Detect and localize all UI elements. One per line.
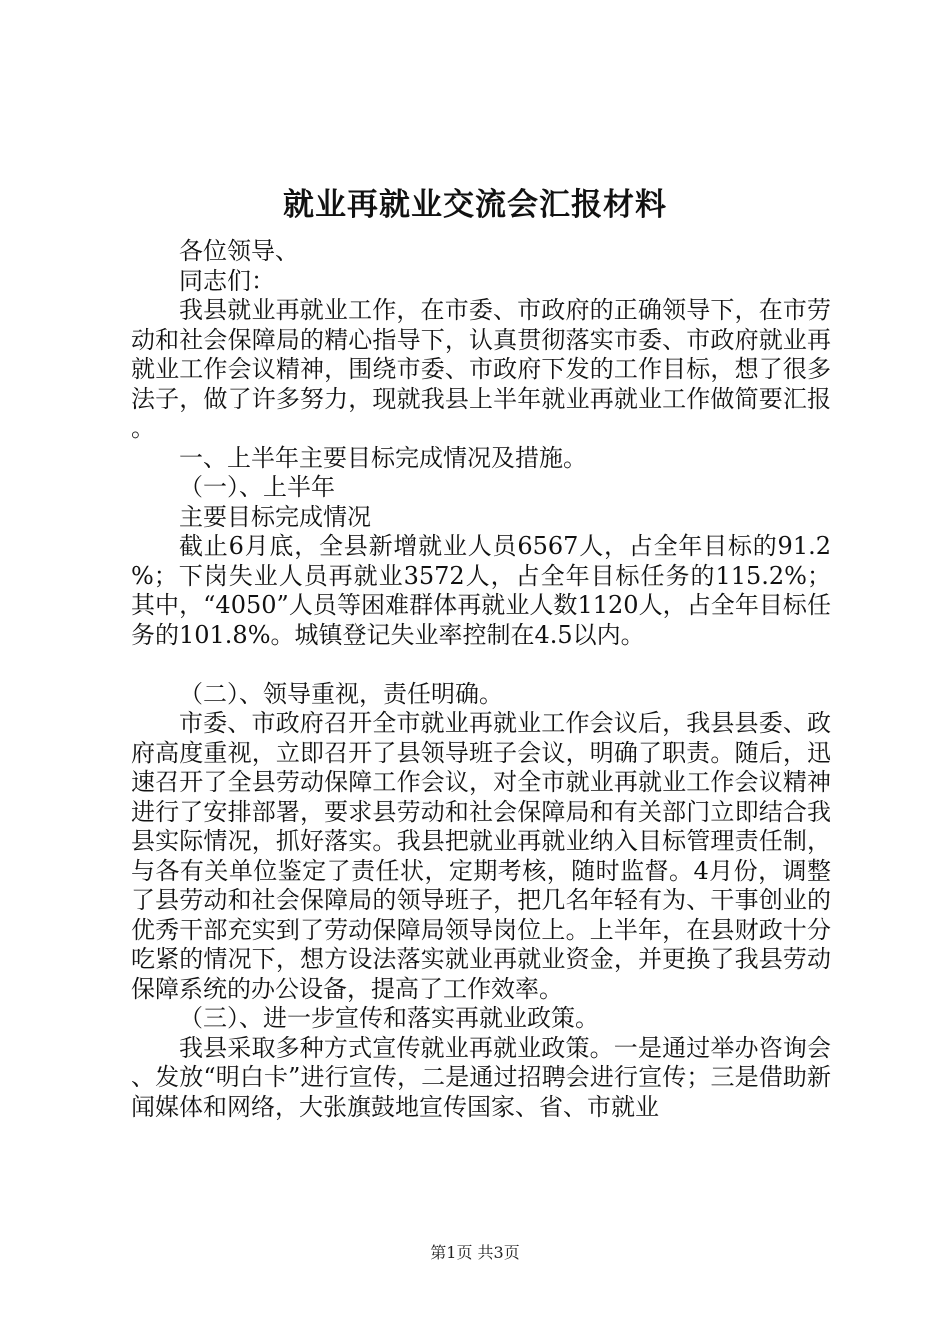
- subsection-heading-1b: 主要目标完成情况: [179, 502, 371, 531]
- section-heading-1: 一、上半年主要目标完成情况及措施。: [179, 443, 587, 472]
- intro-paragraph: 我县就业再就业工作，在市委、市政府的正确领导下，在市劳动和社会保障局的精心指导下，认真贯彻落实市委、市政府就业再就业工作会议精神，围绕市委、市政府下发的工作目标，想了很多法子，做了许多努力，现就我县上半年就业再就业工作做简要汇报。: [131, 296, 831, 442]
- salutation-comrades: 同志们：: [179, 266, 275, 295]
- subsection-heading-1a: （一）、上半年: [179, 473, 335, 501]
- document-title: 就业再就业交流会汇报材料: [283, 187, 667, 223]
- leadership-paragraph: 市委、市政府召开全市就业再就业工作会议后，我县县委、政府高度重视，立即召开了县领导班子会议，明确了职责。随后，迅速召开了全县劳动保障工作会议，对全市就业再就业工作会议精神进行了安排部署，要求县劳动和社会保障局和有关部门立即结合我县实际情况，抓好落实。我县把就业再就业纳入目标管理责任制，与各有关单位鉴定了责任状，定期考核，随时监督。4月份，调整了县劳动和社会保障局的领导班子，把几名年轻有为、干事创业的优秀干部充实到了劳动保障局领导岗位上。上半年，在县财政十分吃紧的情况下，想方设法落实就业再就业资金，并更换了我县劳动保障系统的办公设备，提高了工作效率。: [131, 709, 831, 1003]
- subsection-heading-3: （三）、进一步宣传和落实再就业政策。: [179, 1004, 599, 1032]
- policy-paragraph: 我县采取多种方式宣传就业再就业政策。一是通过举办咨询会、发放“明白卡”进行宣传，二是通过招聘会进行宣传；三是借助新闻媒体和网络，大张旗鼓地宣传国家、省、市就业: [131, 1033, 831, 1121]
- subsection-heading-2: （二）、领导重视，责任明确。: [179, 679, 503, 708]
- salutation-leaders: 各位领导、: [179, 237, 299, 265]
- document-body: [131, 237, 831, 1122]
- targets-paragraph: 截止6月底，全县新增就业人员6567人，占全年目标的91.2%；下岗失业人员再就业3572人，占全年目标任务的115.2%；其中，“4050”人员等困难群体再就业人数1120人，占全年目标任务的101.8%。城镇登记失业率控制在4.5以内。: [131, 532, 831, 649]
- page-footer: 第1页 共3页: [430, 1243, 520, 1262]
